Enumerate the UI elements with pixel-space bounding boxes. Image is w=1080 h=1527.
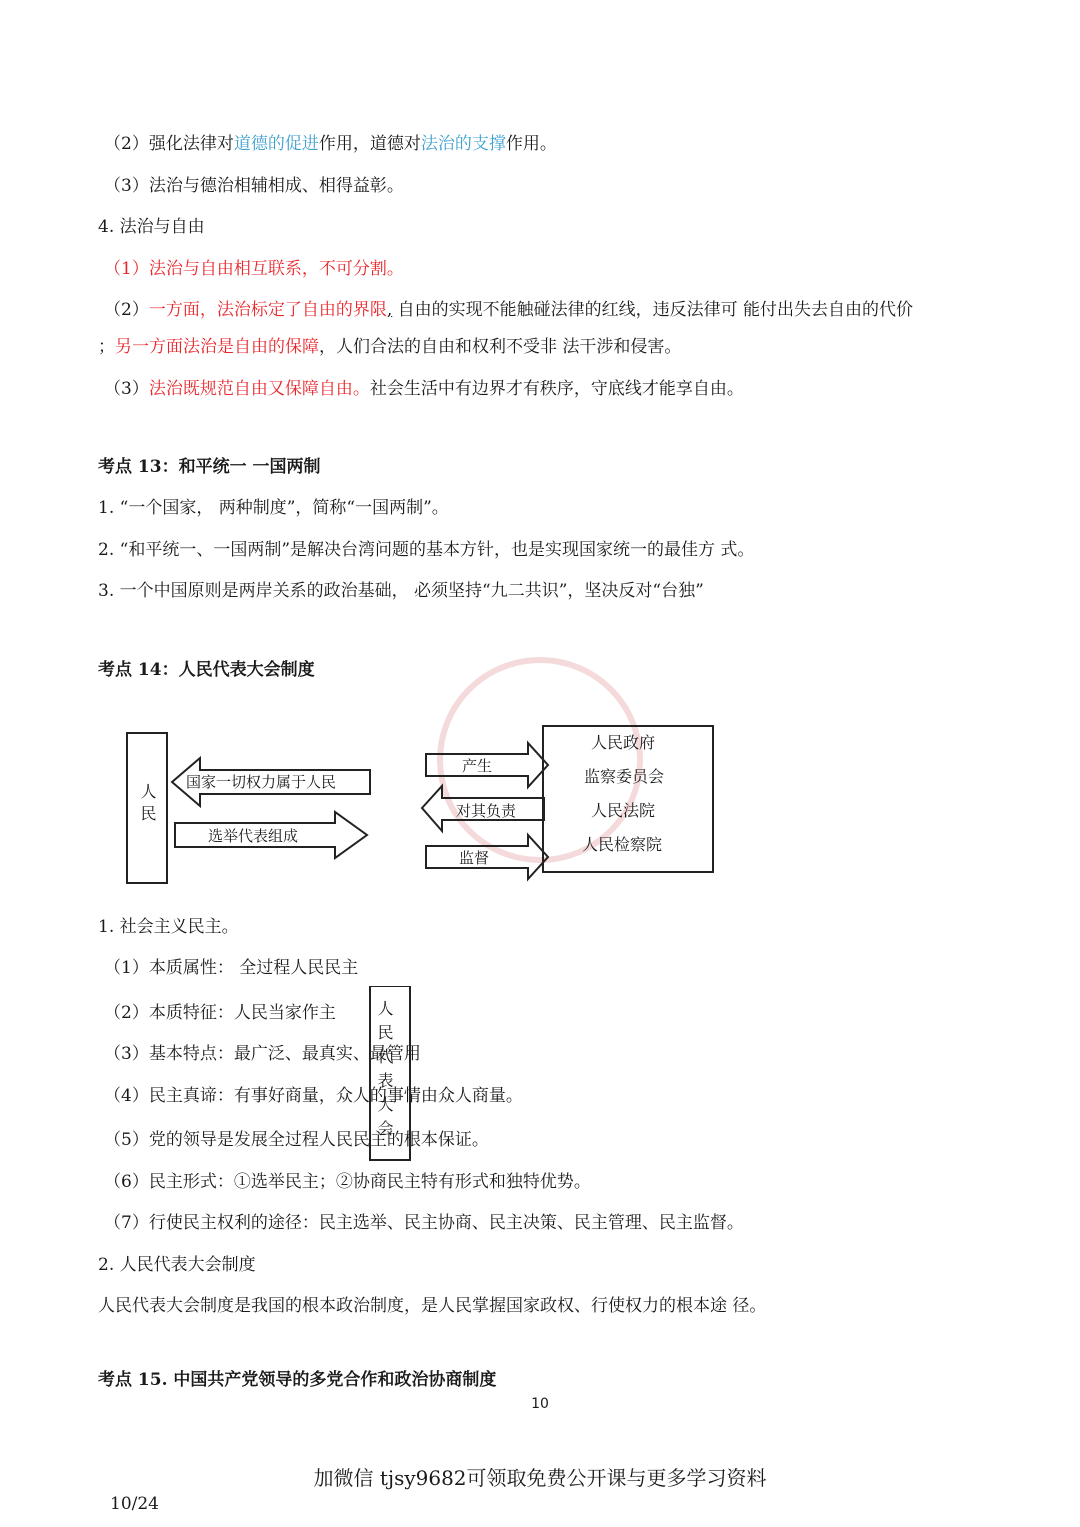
section-heading: 考点 14：人民代表大会制度 (98, 660, 315, 680)
text-line: （2）强化法律对道德的促进作用，道德对法治的支撑作用。 (104, 134, 557, 154)
text-line: （2）本质特征：人民当家作主 (104, 1003, 336, 1023)
text-line: （1）法治与自由相互联系，不可分割。 (104, 259, 404, 279)
organ-item: 监察委员会 (584, 767, 665, 786)
section-title: 4. 法治与自由 (98, 217, 205, 237)
text-line: （6）民主形式：①选举民主；②协商民主特有形式和独特优势。 (104, 1172, 591, 1192)
organ-item: 人民检察院 (582, 835, 663, 854)
arrow-left-label: 国家一切权力属于人民 (186, 773, 337, 791)
text-line: （2）一方面，法治标定了自由的界限, 自由的实现不能触碰法律的红线，违反法律可 能付出失去自由的代价 (104, 300, 914, 320)
organ-item: 人民法院 (591, 801, 656, 820)
produce-label: 产生 (462, 757, 493, 775)
text-line: 2. “和平统一、一国两制”是解决台湾问题的基本方针，也是实现国家统一的最佳方 式。 (98, 540, 755, 560)
text-line: （1）本质属性： 全过程人民民主 (104, 958, 359, 978)
arrow-right-label: 选举代表组成 (208, 827, 299, 845)
highlight-text: 法治的支撑 (420, 134, 506, 154)
text-line: （5）党的领导是发展全过程人民民主的根本保证。 (104, 1130, 489, 1150)
text-line: 3. 一个中国原则是两岸关系的政治基础， 必须坚持“九二共识”，坚决反对“台独” (98, 581, 704, 601)
text-line: 2. 人民代表大会制度 (98, 1255, 256, 1275)
people-label: 人民 (138, 783, 157, 827)
footer-note: 加微信 tjsy9682可领取免费公开课与更多学习资料 (313, 1466, 767, 1490)
organ-item: 人民政府 (591, 733, 656, 752)
text-line: （3）法治既规范自由又保障自由。社会生活中有边界才有秩序，守底线才能享自由。 (104, 379, 744, 399)
npc-diagram (120, 655, 720, 890)
text-line: （4）民主真谛：有事好商量，众人的事情由众人商量。 (104, 1086, 523, 1106)
text-line: （3）法治与德治相辅相成、相得益彰。 (104, 176, 404, 196)
highlight-text: 道德的促进 (233, 134, 319, 154)
text-line: 1. “一个国家， 两种制度”，简称“一国两制”。 (98, 498, 449, 518)
text-line: ；另一方面法治是自由的保障，人们合法的自由和权利不受非 法干涉和侵害。 (98, 337, 682, 357)
text-line: 1. 社会主义民主。 (98, 917, 239, 937)
text-line: （7）行使民主权利的途径：民主选举、民主协商、民主决策、民主管理、民主监督。 (104, 1213, 744, 1233)
page-indicator: 10/24 (110, 1494, 159, 1514)
text-line: 人民代表大会制度是我国的根本政治制度，是人民掌握国家政权、行使权力的根本途 径。 (98, 1296, 767, 1316)
supervise-label: 监督 (459, 849, 490, 867)
responsible-label: 对其负责 (456, 802, 517, 820)
npc-vertical-label: 人民代表大会 (375, 1000, 394, 1144)
section-heading: 考点 15. 中国共产党领导的多党合作和政治协商制度 (98, 1370, 497, 1390)
section-heading: 考点 13：和平统一 一国两制 (98, 457, 321, 477)
text-line: （3）基本特点：最广泛、最真实、最管用 (104, 1044, 421, 1064)
page-number: 10 (531, 1396, 549, 1412)
